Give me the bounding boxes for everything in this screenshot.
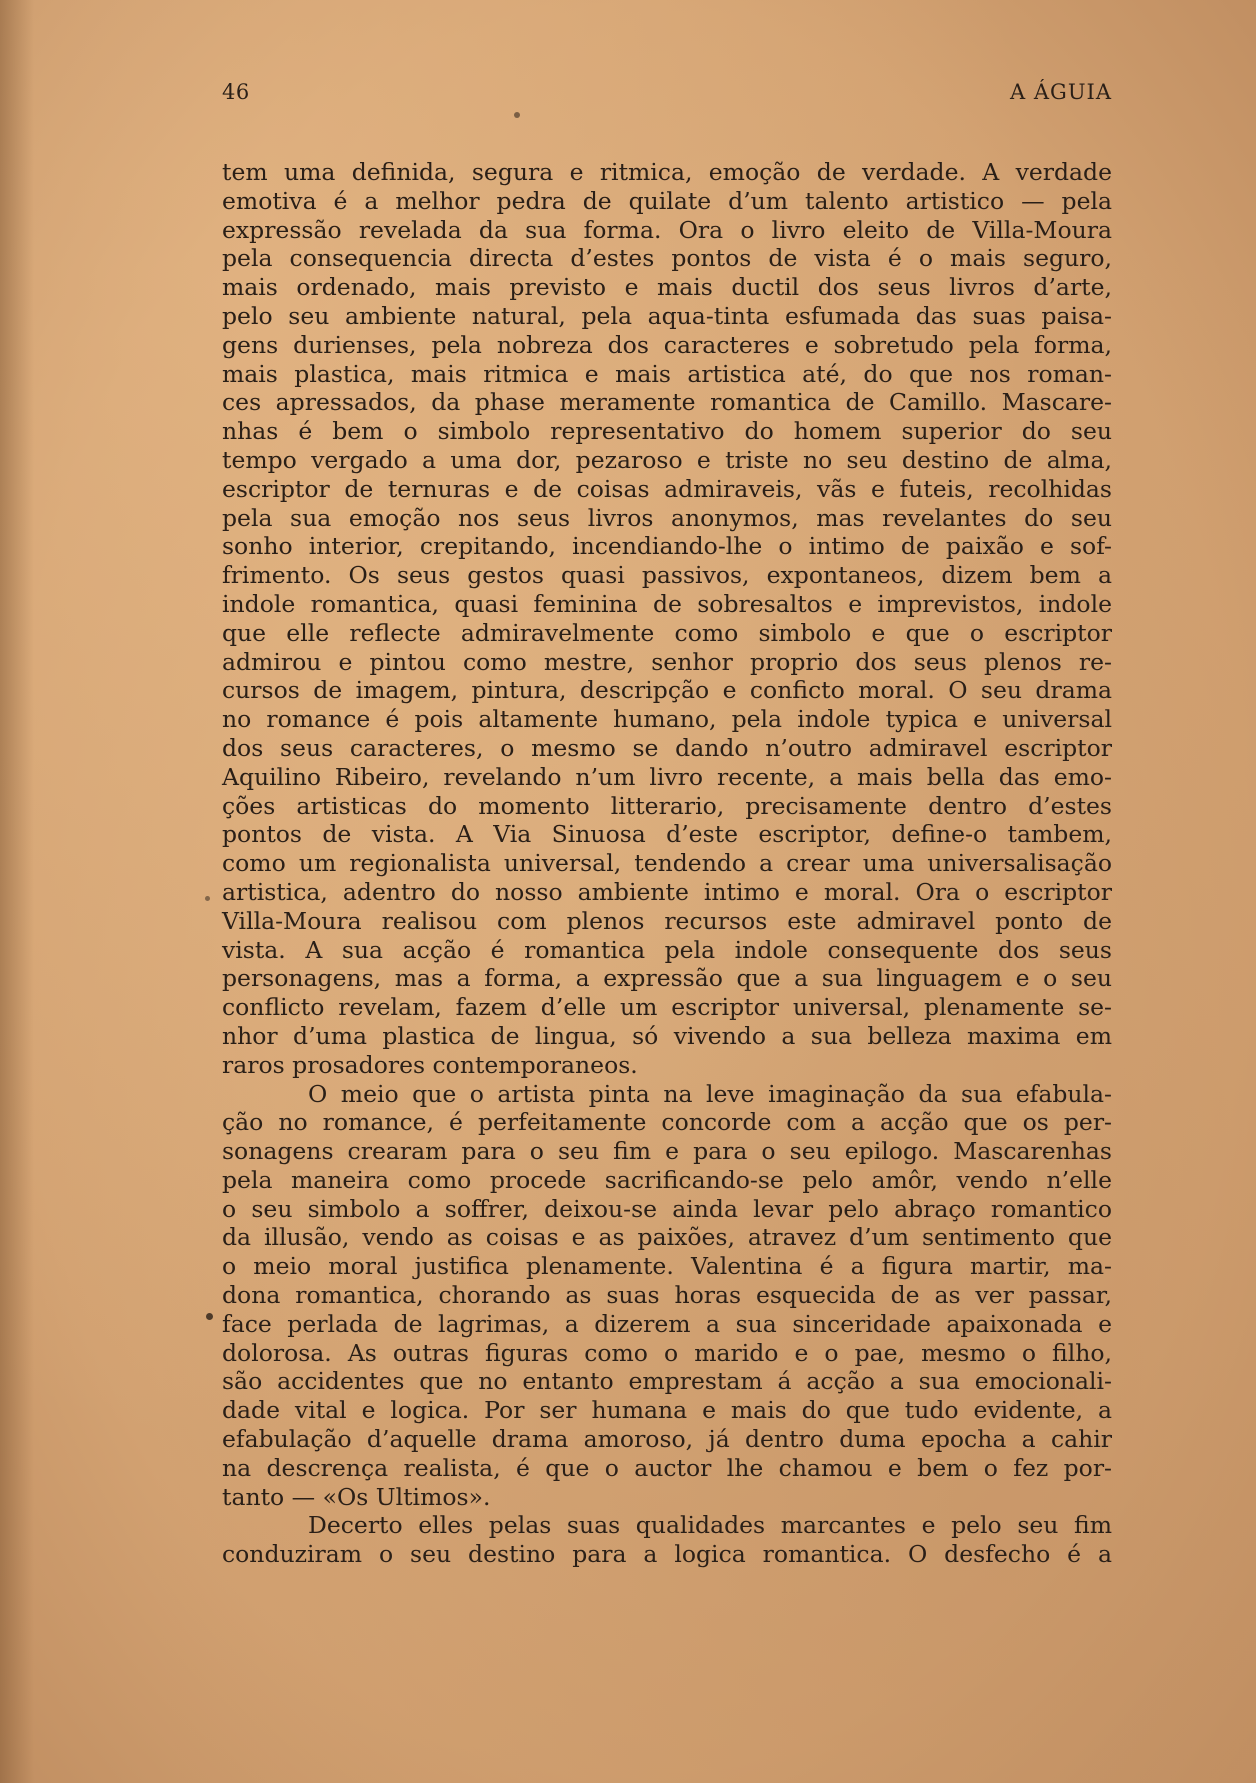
text-line: dona romantica, chorando as suas horas esquecida de as ver passar, [222,1281,1112,1310]
text-line: da illusão, vendo as coisas e as paixões, atravez d’um sentimento que [222,1223,1112,1252]
text-line: dos seus caracteres, o mesmo se dando n’outro admiravel escriptor [222,733,1112,762]
text-line: conduziram o seu destino para a logica romantica. O desfecho é a [222,1540,1112,1569]
ink-speck [205,896,210,901]
text-line: tempo vergado a uma dor, pezaroso e triste no seu destino de alma, [222,445,1112,474]
page-number: 46 [222,80,250,104]
body-text [222,158,1112,1569]
text-line: sonho interior, crepitando, incendiando-lhe o intimo de paixão e sof- [222,532,1112,561]
text-line: são accidentes que no entanto emprestam á acção a sua emocionali- [222,1367,1112,1396]
text-line: pela sua emoção nos seus livros anonymos, mas revelantes do seu [222,503,1112,532]
text-line: efabulação d’aquelle drama amoroso, já dentro duma epocha a cahir [222,1425,1112,1454]
text-line: vista. A sua acção é romantica pela indole consequente dos seus [222,935,1112,964]
text-line: frimento. Os seus gestos quasi passivos, expontaneos, dizem bem a [222,561,1112,590]
text-line: mais plastica, mais ritmica e mais artistica até, do que nos roman- [222,359,1112,388]
text-line: na descrença realista, é que o auctor lhe chamou e bem o fez por- [222,1453,1112,1482]
text-line: expressão revelada da sua forma. Ora o livro eleito de Villa-Moura [222,215,1112,244]
text-line: como um regionalista universal, tendendo a crear uma universalisação [222,849,1112,878]
ink-speck [206,1313,213,1320]
text-line: tanto — «Os Ultimos». [222,1482,491,1511]
text-line: ces apressados, da phase meramente romantica de Camillo. Mascare- [222,388,1112,417]
text-line: o seu simbolo a soffrer, deixou-se ainda levar pelo abraço romantico [222,1194,1112,1223]
page-edge-shadow [0,0,34,1783]
text-line: que elle reflecte admiravelmente como simbolo e que o escriptor [222,618,1112,647]
text-line: cursos de imagem, pintura, descripção e conficto moral. O seu drama [222,676,1112,705]
text-line: pela consequencia directa d’estes pontos de vista é o mais seguro, [222,244,1112,273]
text-line: tem uma definida, segura e ritmica, emoção de verdade. A verdade [222,158,1112,186]
text-line: artistica, adentro do nosso ambiente intimo e moral. Ora o escriptor [222,877,1112,906]
text-line: nhor d’uma plastica de lingua, só vivendo a sua belleza maxima em [222,1021,1112,1050]
text-line: Aquilino Ribeiro, revelando n’um livro recente, a mais bella das emo- [222,762,1112,791]
text-line: gens durienses, pela nobreza dos caracteres e sobretudo pela forma, [222,330,1112,359]
text-line: admirou e pintou como mestre, senhor proprio dos seus plenos re- [222,647,1112,676]
text-line: pelo seu ambiente natural, pela aqua-tinta esfumada das suas paisa- [222,301,1112,330]
text-line: no romance é pois altamente humano, pela indole typica e universal [222,705,1112,734]
text-line: mais ordenado, mais previsto e mais ductil dos seus livros d’arte, [222,273,1112,302]
text-line: o meio moral justifica plenamente. Valentina é a figura martir, ma- [222,1252,1112,1281]
text-line: Decerto elles pelas suas qualidades marcantes e pelo seu fim [308,1511,1112,1540]
text-line: nhas é bem o simbolo representativo do homem superior do seu [222,417,1112,446]
text-line: raros prosadores contemporaneos. [222,1050,638,1079]
text-line: pela maneira como procede sacrificando-se pelo amôr, vendo n’elle [222,1165,1112,1194]
text-line: sonagens crearam para o seu fim e para o seu epilogo. Mascarenhas [222,1137,1112,1166]
text-line: personagens, mas a forma, a expressão que a sua linguagem e o seu [222,964,1112,993]
text-line: ções artisticas do momento litterario, precisamente dentro d’estes [222,791,1112,820]
text-line: O meio que o artista pinta na leve imaginação da sua efabula- [308,1079,1112,1108]
text-line: pontos de vista. A Via Sinuosa d’este escriptor, define-o tambem, [222,820,1112,849]
text-line: indole romantica, quasi feminina de sobresaltos e imprevistos, indole [222,589,1112,618]
text-line: dolorosa. As outras figuras como o marido e o pae, mesmo o filho, [222,1338,1112,1367]
text-line: dade vital e logica. Por ser humana e mais do que tudo evidente, a [222,1396,1112,1425]
text-line: ção no romance, é perfeitamente concorde com a acção que os per- [222,1108,1112,1137]
running-head: A ÁGUIA [1010,80,1112,104]
text-line: conflicto revelam, fazem d’elle um escriptor universal, plenamente se- [222,993,1112,1022]
text-line: escriptor de ternuras e de coisas admiraveis, vãs e futeis, recolhidas [222,474,1112,503]
text-line: emotiva é a melhor pedra de quilate d’um talento artistico — pela [222,186,1112,215]
text-line: Villa-Moura realisou com plenos recursos este admiravel ponto de [222,906,1112,935]
text-line: face perlada de lagrimas, a dizerem a sua sinceridade apaixonada e [222,1309,1112,1338]
ink-speck [514,112,520,118]
page-header [222,80,1112,110]
